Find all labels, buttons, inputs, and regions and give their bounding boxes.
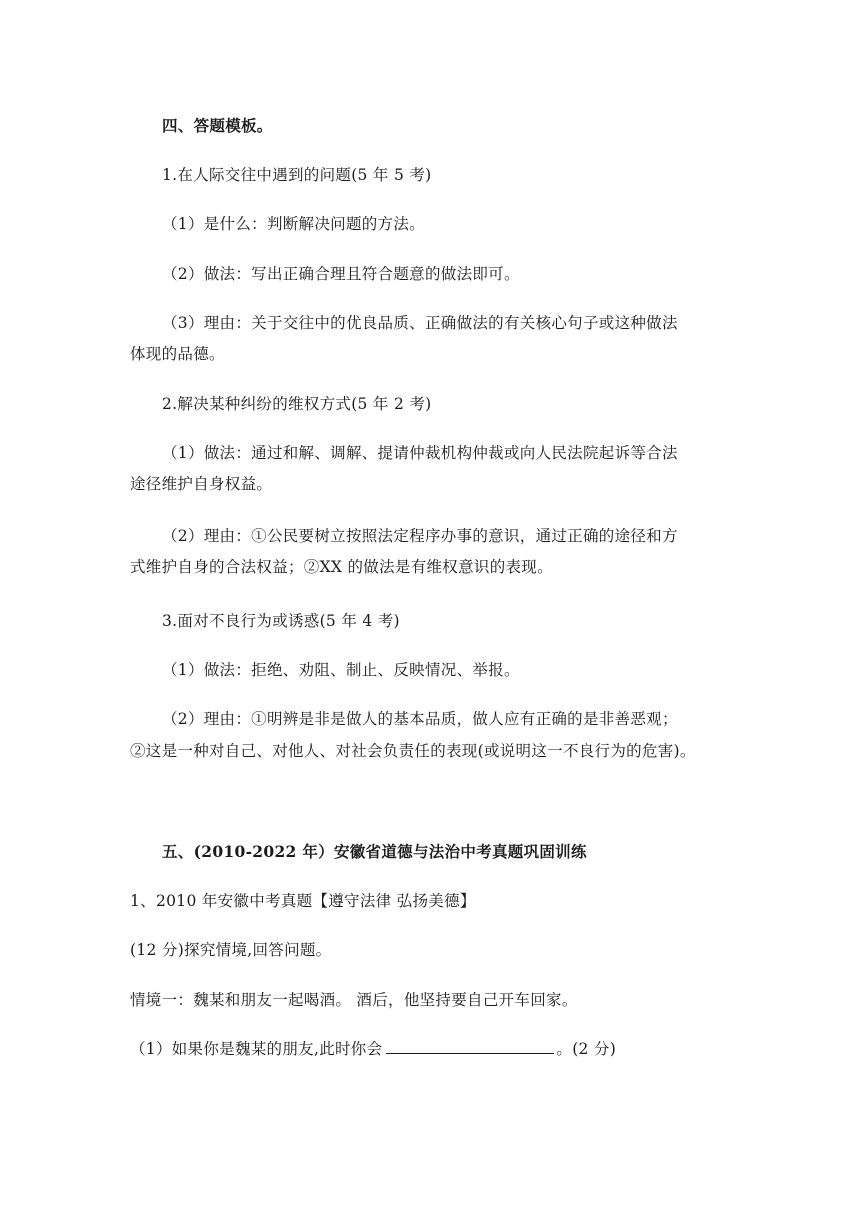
question-intro: (12 分)探究情境,回答问题。: [130, 941, 332, 959]
section-heading-exam-training: 五、(2010-2022 年）安徽省道德与法治中考真题巩固训练: [162, 842, 587, 861]
sub-question: [130, 1039, 616, 1059]
question-title: 1、2010 年安徽中考真题【遵守法律 弘扬美德】: [130, 892, 476, 910]
paragraph: （1）做法：拒绝、劝阻、制止、反映情况、举报。: [162, 661, 520, 679]
paragraph: （2）理由：①公民要树立按照法定程序办事的意识，通过正确的途径和方: [162, 527, 678, 545]
paragraph: （3）理由：关于交往中的优良品质、正确做法的有关核心句子或这种做法: [162, 314, 678, 332]
paragraph: （1）是什么：判断解决问题的方法。: [162, 215, 425, 233]
paragraph: （1）做法：通过和解、调解、提请仲裁机构仲裁或向人民法院起诉等合法: [162, 444, 678, 462]
sub-question-suffix: 。(2 分): [556, 1040, 617, 1058]
paragraph: （2）理由：①明辨是非是做人的基本品质，做人应有正确的是非善恶观；: [162, 710, 678, 728]
item-title: 3.面对不良行为或诱惑(5 年 4 考): [162, 612, 400, 630]
paragraph: （2）做法：写出正确合理且符合题意的做法即可。: [162, 265, 520, 283]
section-heading-answer-templates: 四、答题模板。: [162, 116, 273, 135]
paragraph-continuation: ②这是一种对自己、对他人、对社会负责任的表现(或说明这一不良行为的危害)。: [130, 742, 696, 760]
paragraph-continuation: 体现的品德。: [130, 345, 225, 363]
item-title: 1.在人际交往中遇到的问题(5 年 5 考): [162, 166, 432, 184]
item-title: 2.解决某种纠纷的维权方式(5 年 2 考): [162, 395, 432, 413]
paragraph-continuation: 式维护自身的合法权益；②XX 的做法是有维权意识的表现。: [130, 558, 553, 576]
question-scenario: 情境一：魏某和朋友一起喝酒。 酒后，他坚持要自己开车回家。: [130, 991, 578, 1009]
answer-blank: [386, 1039, 554, 1054]
sub-question-prefix: （1）如果你是魏某的朋友,此时你会: [130, 1040, 383, 1058]
paragraph-continuation: 途径维护自身权益。: [130, 475, 273, 493]
